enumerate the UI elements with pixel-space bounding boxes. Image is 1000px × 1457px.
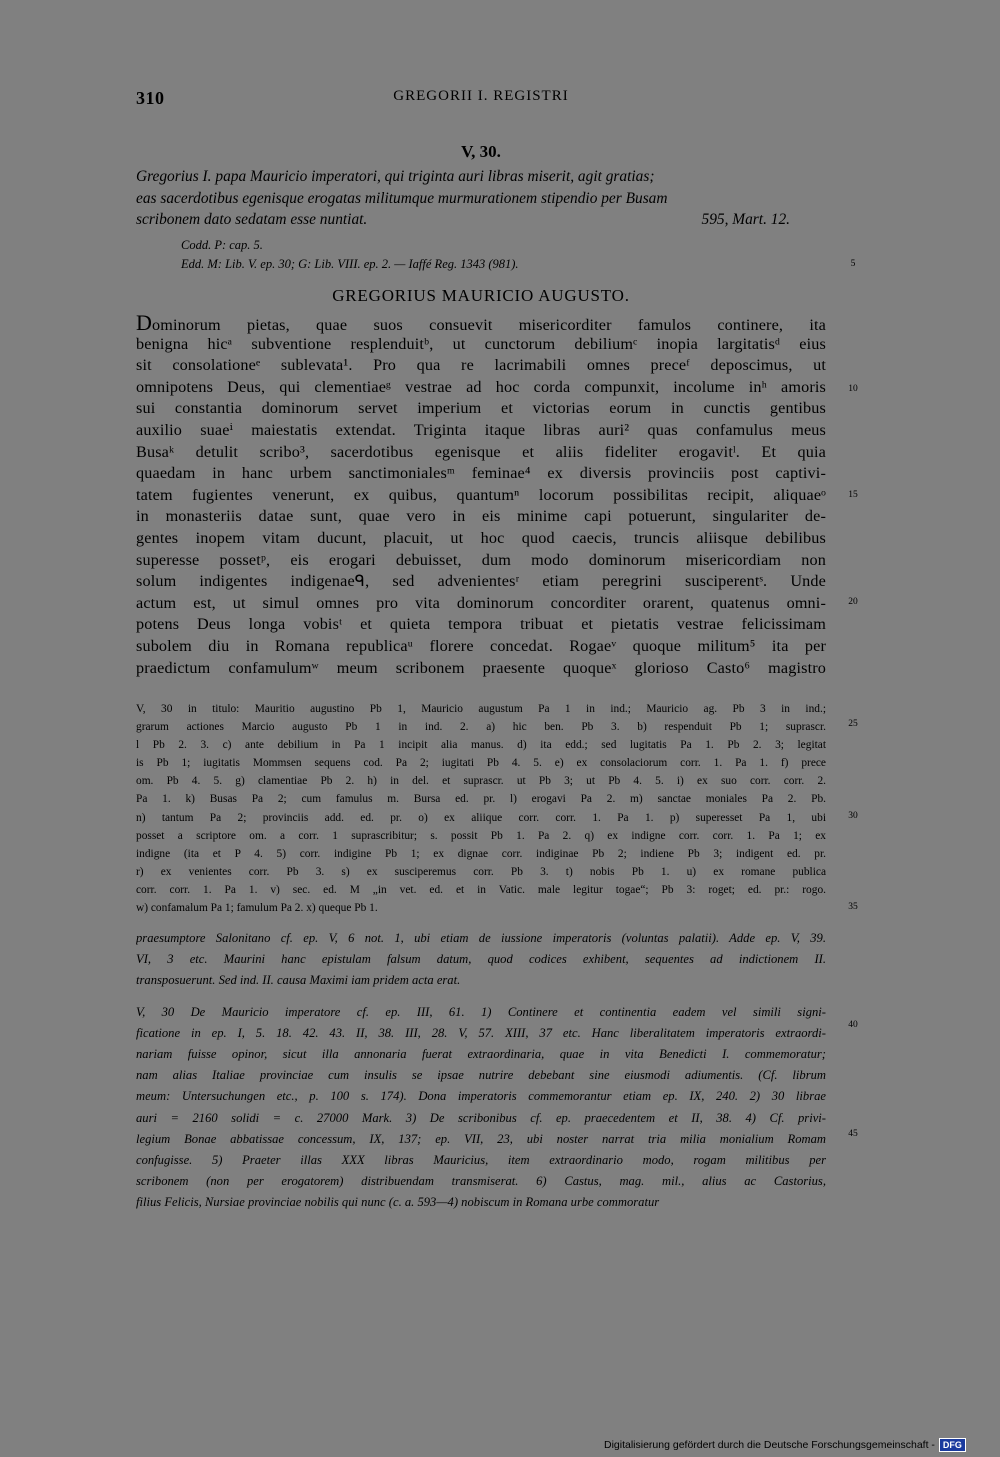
summary-last-line (136, 209, 826, 231)
apparatus-line: r) ex venientes corr. Pb 3. s) ex susciperemus corr. Pb 3. t) nobis Pb 1. u) ex romane publica (136, 865, 826, 878)
letter-address: GREGORIUS MAURICIO AUGUSTO. (332, 286, 630, 305)
note-line: confugisse. 5) Praeter illas XXX libras Mauricius, item extraordinario modo, rogam militibus per (136, 1152, 826, 1167)
page-number: 310 (136, 88, 165, 108)
body-line: quaedam in hanc urbem sanctimonialesᵐ feminae⁴ ex diversis provinciis post captivi- (136, 464, 826, 483)
note-line: legium Bonae abbatissae concessum, IX, 137; ep. VII, 23, ubi noster narrat tria milia monialium Romam (136, 1131, 826, 1146)
letter-body (136, 312, 826, 679)
body-line: tatem fugientes venerunt, ex quibus, quantumⁿ locorum possibilitas recipit, aliquaeᵒ (136, 485, 826, 504)
margin-line-number: 5 (850, 259, 856, 269)
note-line: nariam fuisse opinor, sicut illa annonaria fuerat extraordinaria, quae in vita Benedicti I. commemoratur; (136, 1046, 826, 1061)
note-line: VI, 3 etc. Maurini hanc epistulam falsum datum, quod codices exhibent, sequentes ad indictionem II. (136, 952, 826, 967)
apparatus-line: V, 30 in titulo: Mauritio augustino Pb 1, Mauricio augustum Pa 1 in ind.; Mauricio ag. Pb 3 in ind.; (136, 703, 826, 715)
critical-apparatus (136, 700, 826, 917)
margin-line-number: 35 (848, 902, 858, 912)
digitization-footer (604, 1438, 966, 1452)
note-line: praesumptore Salonitano cf. ep. V, 6 not. 1, ubi etiam de iussione imperatoris (voluntas palatii). Adde ep. V, 39. (136, 931, 826, 945)
margin-line-number: 20 (848, 597, 858, 607)
letter-summary (136, 166, 826, 231)
page-header (136, 88, 826, 110)
margin-line-number: 45 (848, 1129, 858, 1139)
apparatus-line: om. Pb 4. 5. g) clamentiae Pb 2. h) in del. et suprascr. ut Pb 3; ut Pb 4. 5. i) ex suo corr. corr. 2. (136, 775, 826, 788)
note-line: meum: Untersuchungen etc., p. 100 s. 174). Dona imperatoris commemorantur etiam ep. IX, 240. 2) 30 librae (136, 1089, 826, 1104)
body-line: omnipotens Deus, qui clementiaeᵍ vestrae ad hoc corda compunxit, incolume inʰ amoris (136, 377, 826, 396)
dfg-logo: DFG (939, 1438, 966, 1452)
note-line: nam alias Italiae provinciae cum insulis se ipsae nutrire debebant sine eiusmodi adiumentis. (Cf. librum (136, 1068, 826, 1083)
body-line: Dominorum pietas, quae suos consuevit misericorditer famulos continere, ita (136, 312, 826, 334)
letter-number: V, 30. (461, 142, 501, 161)
apparatus-line: grarum actiones Marcio augusto Pb 1 in ind. 2. a) hic ben. Pb 3. b) respenduit Pb 1; suprascr. (136, 721, 826, 734)
apparatus-line: n) tantum Pa 2; provinciis add. ed. pr. o) ex aliique corr. corr. 1. Pa 1. p) superesset Pa 1, ubi (136, 811, 826, 824)
letter-date: 595, Mart. 12. (701, 211, 790, 228)
margin-line-number: 30 (848, 811, 858, 821)
margin-line-number: 10 (848, 384, 858, 394)
apparatus-line: Pa 1. k) Busas Pa 2; cum famulus m. Bursa ed. pr. l) erogavi Pa 2. m) sanctae moniales Pa 2. Pb. (136, 793, 826, 806)
note-line: scribonem (non per erogatorem) distribuendam transmiserat. 6) Castus, mag. mil., alius ac Castorius, (136, 1174, 826, 1189)
margin-line-number: 40 (848, 1020, 858, 1030)
notes-block-continuation (136, 928, 826, 992)
note-line: auri = 2160 solidi = c. 27000 Mark. 3) De scribonibus cf. ep. praecedentem et II, 38. 4) Cf. privi- (136, 1110, 826, 1125)
body-line: subolem diu in Romana republicaᵘ florere concedat. Rogaeᵛ quoque militum⁵ ita per (136, 636, 826, 655)
body-line: superesse possetᵖ, eis erogari debuisset, dum modo dominorum misericordiam non (136, 550, 826, 569)
running-head: GREGORII I. REGISTRI (393, 88, 569, 104)
body-line: actum est, ut simul omnes pro vita dominorum concorditer orarent, quatenus omni- (136, 593, 826, 612)
body-line: Busaᵏ detulit scribo³, sacerdotibus egenisque et aliis fideliter erogavitˡ. Et quia (136, 442, 826, 461)
commentary-notes (136, 928, 826, 1213)
editions-line: Edd. M: Lib. V. ep. 30; G: Lib. VIII. ep. 2. — Iaffé Reg. 1343 (981). (181, 257, 519, 271)
summary-line: Gregorius I. papa Mauricio imperatori, qui triginta auri libras miserit, agit gratias; (136, 168, 655, 185)
margin-line-number: 25 (848, 719, 858, 729)
body-line: praedictum confamulumʷ meum scribonem praesente quoqueˣ glorioso Casto⁶ magistro (136, 658, 826, 677)
apparatus-line: w) confamalum Pa 1; famulum Pa 2. x) queque Pb 1. (136, 902, 378, 915)
body-line: benigna hicᵃ subventione resplenduitᵇ, ut cunctorum debiliumᶜ inopia largitatisᵈ eius (136, 334, 826, 353)
footer-text: Digitalisierung gefördert durch die Deutsche Forschungsgemeinschaft - (604, 1439, 935, 1451)
note-line: V, 30 De Mauricio imperatore cf. ep. III, 61. 1) Continere et continentia eadem vel simili signi- (136, 1004, 826, 1019)
codices-line: Codd. P: cap. 5. (181, 238, 263, 252)
apparatus-line: is Pb 1; iugitatis Mommsen sequens cod. Pa 2; iugitati Pb 4. 5. e) ex consolaciorum corr. 1. Pa 1. f) prece (136, 757, 826, 770)
apparatus-line: l Pb 2. 3. c) ante debilium in Pa 1 incipit alia manus. d) ita edd.; sed lugitatis Pa 1. Pb 2. 3; legitat (136, 739, 826, 752)
body-line: in monasteriis datae sunt, quae vero in eis minime capi potuerunt, singulariter de- (136, 507, 826, 526)
note-line: ficatione in ep. I, 5. 18. 42. 43. II, 38. III, 28. V, 57. XIII, 37 etc. Hanc liberalitatem imperatoris extraordi- (136, 1025, 826, 1040)
body-line: potens Deus longa vobisᵗ et quieta tempora tribuat et pietatis vestrae felicissimam (136, 615, 826, 634)
body-line: solum indigentes indigenaeᑫ, sed advenientesʳ etiam peregrini susciperentˢ. Unde (136, 572, 826, 591)
note-line: transposuerunt. Sed ind. II. causa Maximi iam pridem acta erat. (136, 973, 461, 988)
margin-line-number: 15 (848, 490, 858, 500)
body-line: sit consolationeᵉ sublevata¹. Pro qua re lacrimabili omnes preceᶠ deposcimus, ut (136, 356, 826, 375)
apparatus-line: corr. corr. 1. Pa 1. v) sec. ed. M „in vet. ed. et in Vatic. male legitur togae“; Pb 3: roget; ed. pr.: rogo. (136, 883, 826, 896)
summary-line: scribonem dato sedatam esse nuntiat. (136, 211, 368, 228)
body-line: auxilio suaeⁱ maiestatis extendat. Triginta itaque libras auri² quas confamulus meus (136, 420, 826, 439)
apparatus-line: posset a scriptore om. a corr. 1 suprascribitur; s. possit Pb 1. Pa 2. q) ex indigne corr. corr. 1. Pa 1; ex (136, 829, 826, 842)
apparatus-line: indigne (ita et P 4. 5) corr. indigine Pb 1; ex dignae corr. indiginae Pb 2; indiene Pb 3; indigent ed. pr. (136, 847, 826, 860)
body-line: gentes inopem vitam ducunt, placuit, ut hoc quod caecis, truncis aliisque debilibus (136, 528, 826, 547)
initial-letter: D (136, 312, 153, 334)
note-line: filius Felicis, Nursiae provinciae nobilis qui nunc (c. a. 593—4) nobiscum in Romana urbe commoratur (136, 1195, 660, 1210)
summary-line: eas sacerdotibus egenisque erogatas militumque murmurationem stipendio per Busam (136, 189, 668, 207)
notes-block-letter (136, 1002, 826, 1214)
body-line: sui constantia dominorum servet imperium et victorias eorum in cunctis gentibus (136, 399, 826, 418)
